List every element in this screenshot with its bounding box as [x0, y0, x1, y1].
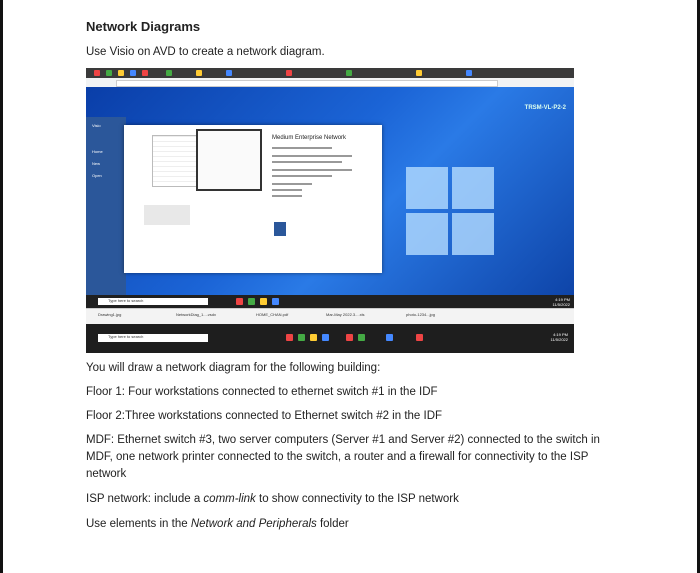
page-title: Network Diagrams	[86, 19, 201, 34]
taskbar-app-icon	[346, 334, 353, 341]
template-option-line	[272, 183, 312, 185]
template-desc-line	[272, 161, 342, 163]
create-button	[274, 222, 286, 236]
browser-address-bar	[86, 78, 574, 87]
floor2-text: Floor 2:Three workstations connected to Ethernet switch #2 in the IDF	[86, 410, 443, 422]
remote-clock: 4:19 PM 11/5/2022	[552, 297, 570, 307]
thumbnail	[144, 205, 190, 225]
template-thumbnails	[144, 205, 204, 225]
tab-icon	[106, 70, 112, 76]
local-search-box: Type here to search	[98, 334, 208, 342]
template-desc-line	[272, 175, 332, 177]
template-preview-network	[196, 129, 262, 191]
taskbar-app-icon	[248, 298, 255, 305]
template-provider-line	[272, 147, 332, 149]
download-item: NetworkDiag_1....vsdx	[176, 312, 217, 317]
download-item: HOME_CHAN.pdf	[256, 312, 289, 317]
taskbar-app-icon	[386, 334, 393, 341]
taskbar-app-icon	[272, 298, 279, 305]
taskbar-app-icon	[358, 334, 365, 341]
remote-search-box: Type here to search	[98, 298, 208, 305]
visio-app-name: Visio	[92, 123, 101, 128]
visio-sidebar	[86, 117, 126, 295]
tab-icon	[466, 70, 472, 76]
mdf-text: MDF: Ethernet switch #3, two server computers (Server #1 and Server #2) connected to the switch in MDF, one network printer connected to the switch, a router and a firewall for connectivity to the ISP network	[86, 434, 600, 480]
tab-icon	[142, 70, 148, 76]
embedded-screenshot	[86, 68, 574, 353]
local-clock: 4:19 PM 11/5/2022	[550, 332, 568, 342]
sidebar-item-new: New	[92, 161, 101, 166]
tab-icon	[130, 70, 136, 76]
download-item: Mar-May 2022.3....xls	[326, 312, 365, 317]
taskbar-app-icon	[322, 334, 329, 341]
left-border	[0, 0, 3, 573]
tab-icon	[118, 70, 124, 76]
template-desc-line	[272, 155, 352, 157]
browser-tab-bar	[86, 68, 574, 78]
taskbar-app-icon	[298, 334, 305, 341]
host-name: TRSM-VL-P2-2	[524, 105, 566, 111]
intro-text: Use Visio on AVD to create a network diagram.	[86, 46, 325, 58]
taskbar-app-icon	[416, 334, 423, 341]
tab-icon	[346, 70, 352, 76]
template-title: Medium Enterprise Network	[272, 135, 347, 141]
taskbar-app-icon	[236, 298, 243, 305]
tab-icon	[94, 70, 100, 76]
template-option-line	[272, 195, 302, 197]
download-item: Drawing1.jpg	[98, 312, 122, 317]
sidebar-item-home: Home	[92, 149, 103, 154]
taskbar-app-icon	[310, 334, 317, 341]
download-bar	[86, 308, 574, 325]
floor1-text: Floor 1: Four workstations connected to ethernet switch #1 in the IDF	[86, 386, 438, 398]
template-dialog	[124, 125, 382, 273]
tab-icon	[196, 70, 202, 76]
tab-icon	[166, 70, 172, 76]
remote-desktop	[86, 87, 574, 295]
elements-text: Use elements in the Network and Peripherals folder	[86, 518, 349, 530]
local-taskbar	[86, 324, 574, 353]
tab-icon	[286, 70, 292, 76]
taskbar-app-icon	[286, 334, 293, 341]
windows-logo-icon	[406, 167, 496, 257]
tab-icon	[416, 70, 422, 76]
remote-taskbar	[86, 295, 574, 308]
taskbar-app-icon	[260, 298, 267, 305]
template-option-line	[272, 189, 302, 191]
url-field	[116, 80, 498, 87]
download-item: photo-1234...jpg	[406, 312, 435, 317]
template-desc-line	[272, 169, 352, 171]
sidebar-item-open: Open	[92, 173, 102, 178]
building-intro: You will draw a network diagram for the following building:	[86, 362, 381, 374]
isp-text: ISP network: include a comm-link to show connectivity to the ISP network	[86, 493, 459, 505]
tab-icon	[226, 70, 232, 76]
